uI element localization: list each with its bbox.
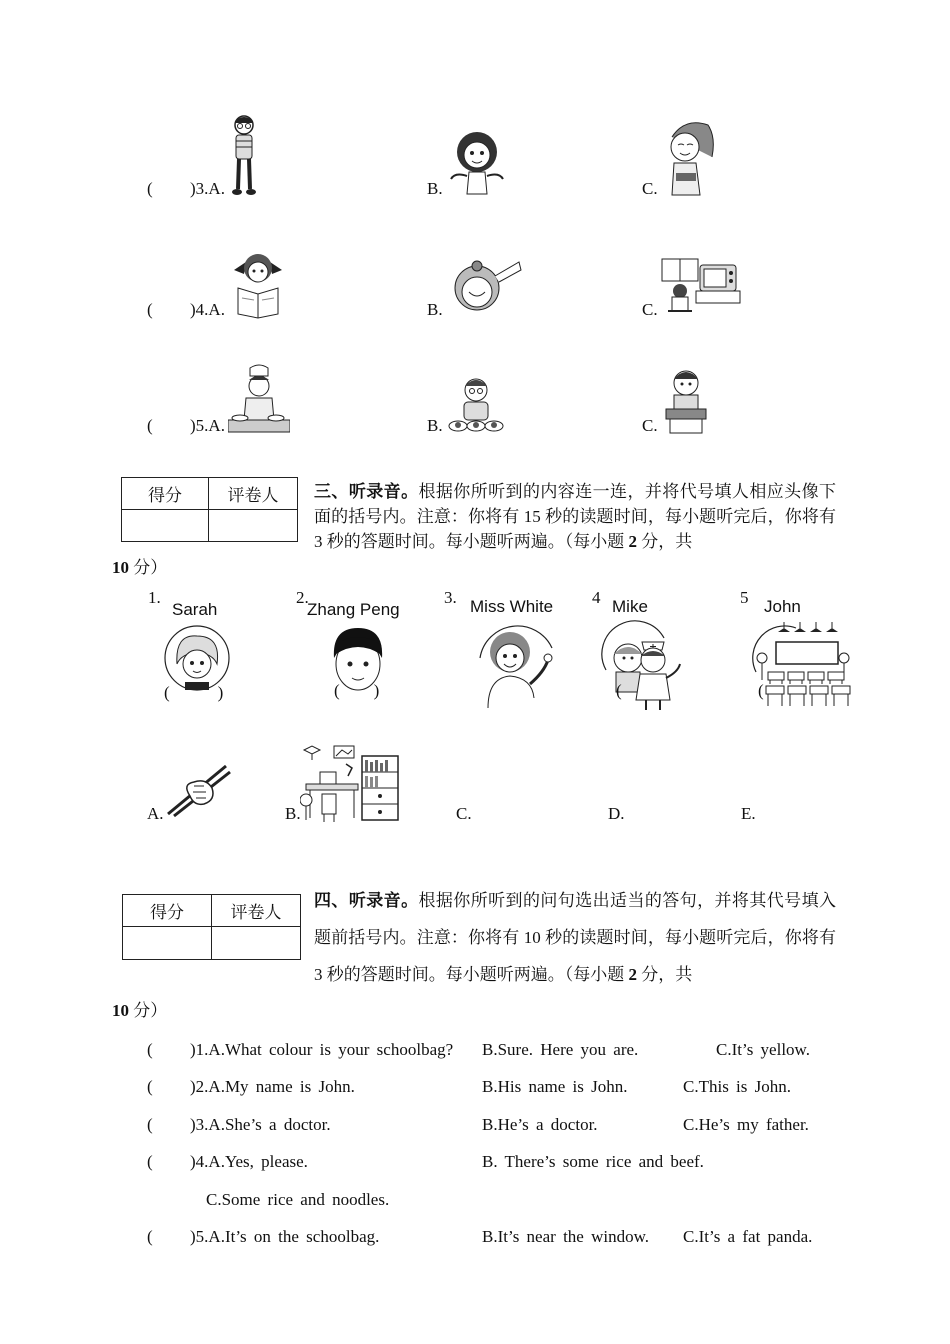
option-b-label: B. <box>285 804 301 823</box>
option-c-label: C. <box>456 804 472 823</box>
girl-curly-hair-waving-picture <box>447 124 507 196</box>
option-b: B.He’s a doctor. <box>482 1115 598 1134</box>
option-c: C.Some rice and noodles. <box>206 1190 390 1209</box>
person-name-miss-white: Miss White <box>470 597 554 616</box>
person-name-sarah: Sarah <box>172 600 218 619</box>
question-stem: )4.A.Yes, please. <box>190 1152 308 1171</box>
option-c-label: C. <box>642 300 658 319</box>
answer-paren-4[interactable]: ( <box>616 681 622 700</box>
option-d-label: D. <box>608 804 625 823</box>
option-c: C.This is John. <box>683 1077 792 1096</box>
question-number: )5.A. <box>190 416 225 435</box>
grader-header: 评卷人 <box>212 895 301 927</box>
question-number: )3.A. <box>190 179 225 198</box>
grader-cell[interactable] <box>212 927 301 960</box>
option-b: B.It’s near the window. <box>482 1227 650 1246</box>
girl-reading-book-picture <box>224 248 300 320</box>
sarah-portrait-picture <box>163 624 231 692</box>
option-c-label: C. <box>642 416 658 435</box>
section4-instruction: 四、听录音。根据你所听到的问句选出适当的答句，并将其代号填入题前括号内。注意：你将有 10 秒的读题时间，每小题听完后，你将有 3 秒的答题时间。每小题听两遍。（每小题 2 分，共 <box>314 891 837 984</box>
question-stem: )5.A.It’s on the schoolbag. <box>190 1227 380 1246</box>
question-stem: )3.A.She’s a doctor. <box>190 1115 331 1134</box>
option-b-label: B. <box>427 179 443 198</box>
option-c: C.It’s yellow. <box>716 1040 810 1059</box>
answer-paren-open[interactable]: ( <box>147 1077 153 1096</box>
option-c: C.It’s a fat panda. <box>683 1227 813 1246</box>
person-name-mike: Mike <box>612 597 648 616</box>
option-c: C.He’s my father. <box>683 1115 809 1134</box>
miss-white-portrait-picture <box>474 618 558 710</box>
grader-header: 评卷人 <box>209 478 298 510</box>
option-e-label: E. <box>741 804 756 823</box>
study-room-picture <box>300 744 400 824</box>
answer-paren-2[interactable]: ( ) <box>334 681 380 700</box>
boy-watching-tv-picture <box>660 257 742 317</box>
option-b-label: B. <box>427 300 443 319</box>
score-cell[interactable] <box>123 927 212 960</box>
answer-paren-open[interactable]: ( <box>147 1152 153 1171</box>
person-number: 3. <box>444 588 457 607</box>
score-table <box>122 894 301 960</box>
option-b: B. There’s some rice and beef. <box>482 1152 704 1171</box>
boy-at-desk-picture <box>664 369 708 435</box>
score-header: 得分 <box>122 478 209 510</box>
answer-paren-open[interactable]: ( <box>147 1115 153 1134</box>
grader-cell[interactable] <box>209 510 298 542</box>
person-name-john: John <box>764 597 801 616</box>
answer-paren-open[interactable]: ( <box>147 1040 153 1059</box>
option-b: B.Sure. Here you are. <box>482 1040 639 1059</box>
answer-paren-1[interactable]: ( ) <box>164 683 224 702</box>
mike-with-nurse-picture <box>598 620 686 712</box>
section3-instruction: 三、听录音。根据你所听到的内容连一连，并将代号填人相应头像下面的括号内。注意：你将有 15 秒的读题时间，每小题听完后，你将有 3 秒的答题时间。每小题听两遍。（每小题 2 分，共 <box>314 482 837 551</box>
section4-title: 四、听录音。 <box>314 891 419 910</box>
answer-paren-open[interactable]: ( <box>147 1227 153 1246</box>
girl-cooking-picture <box>228 364 290 434</box>
chopsticks-hand-picture <box>160 762 232 818</box>
question-number: )4.A. <box>190 300 225 319</box>
girl-ponytail-smiling-picture <box>660 117 720 197</box>
section3-title: 三、听录音。 <box>314 482 419 501</box>
question-stem: )1.A.What colour is your schoolbag? <box>190 1040 454 1059</box>
answer-paren-open: ( <box>147 179 153 198</box>
person-number: 5 <box>740 588 749 607</box>
option-a-label: A. <box>147 804 164 823</box>
person-number: 2. <box>296 588 309 607</box>
question-stem: )2.A.My name is John. <box>190 1077 355 1096</box>
answer-paren-open: ( <box>147 416 153 435</box>
section3-total: 10 分） <box>112 558 168 577</box>
answer-paren-open: ( <box>147 300 153 319</box>
score-table <box>121 477 298 542</box>
person-number: 4 <box>592 588 601 607</box>
answer-paren-5[interactable]: ( <box>758 681 764 700</box>
person-name-zhang-peng: Zhang Peng <box>307 600 400 619</box>
option-c-label: C. <box>642 179 658 198</box>
person-number: 1. <box>148 588 161 607</box>
score-header: 得分 <box>123 895 212 927</box>
boy-standing-glasses-picture <box>226 113 262 197</box>
boy-eating-picture <box>448 374 504 434</box>
girl-lying-down-picture <box>447 256 523 318</box>
score-cell[interactable] <box>122 510 209 542</box>
option-b-label: B. <box>427 416 443 435</box>
section4-total: 10 分） <box>112 1001 168 1020</box>
option-b: B.His name is John. <box>482 1077 628 1096</box>
